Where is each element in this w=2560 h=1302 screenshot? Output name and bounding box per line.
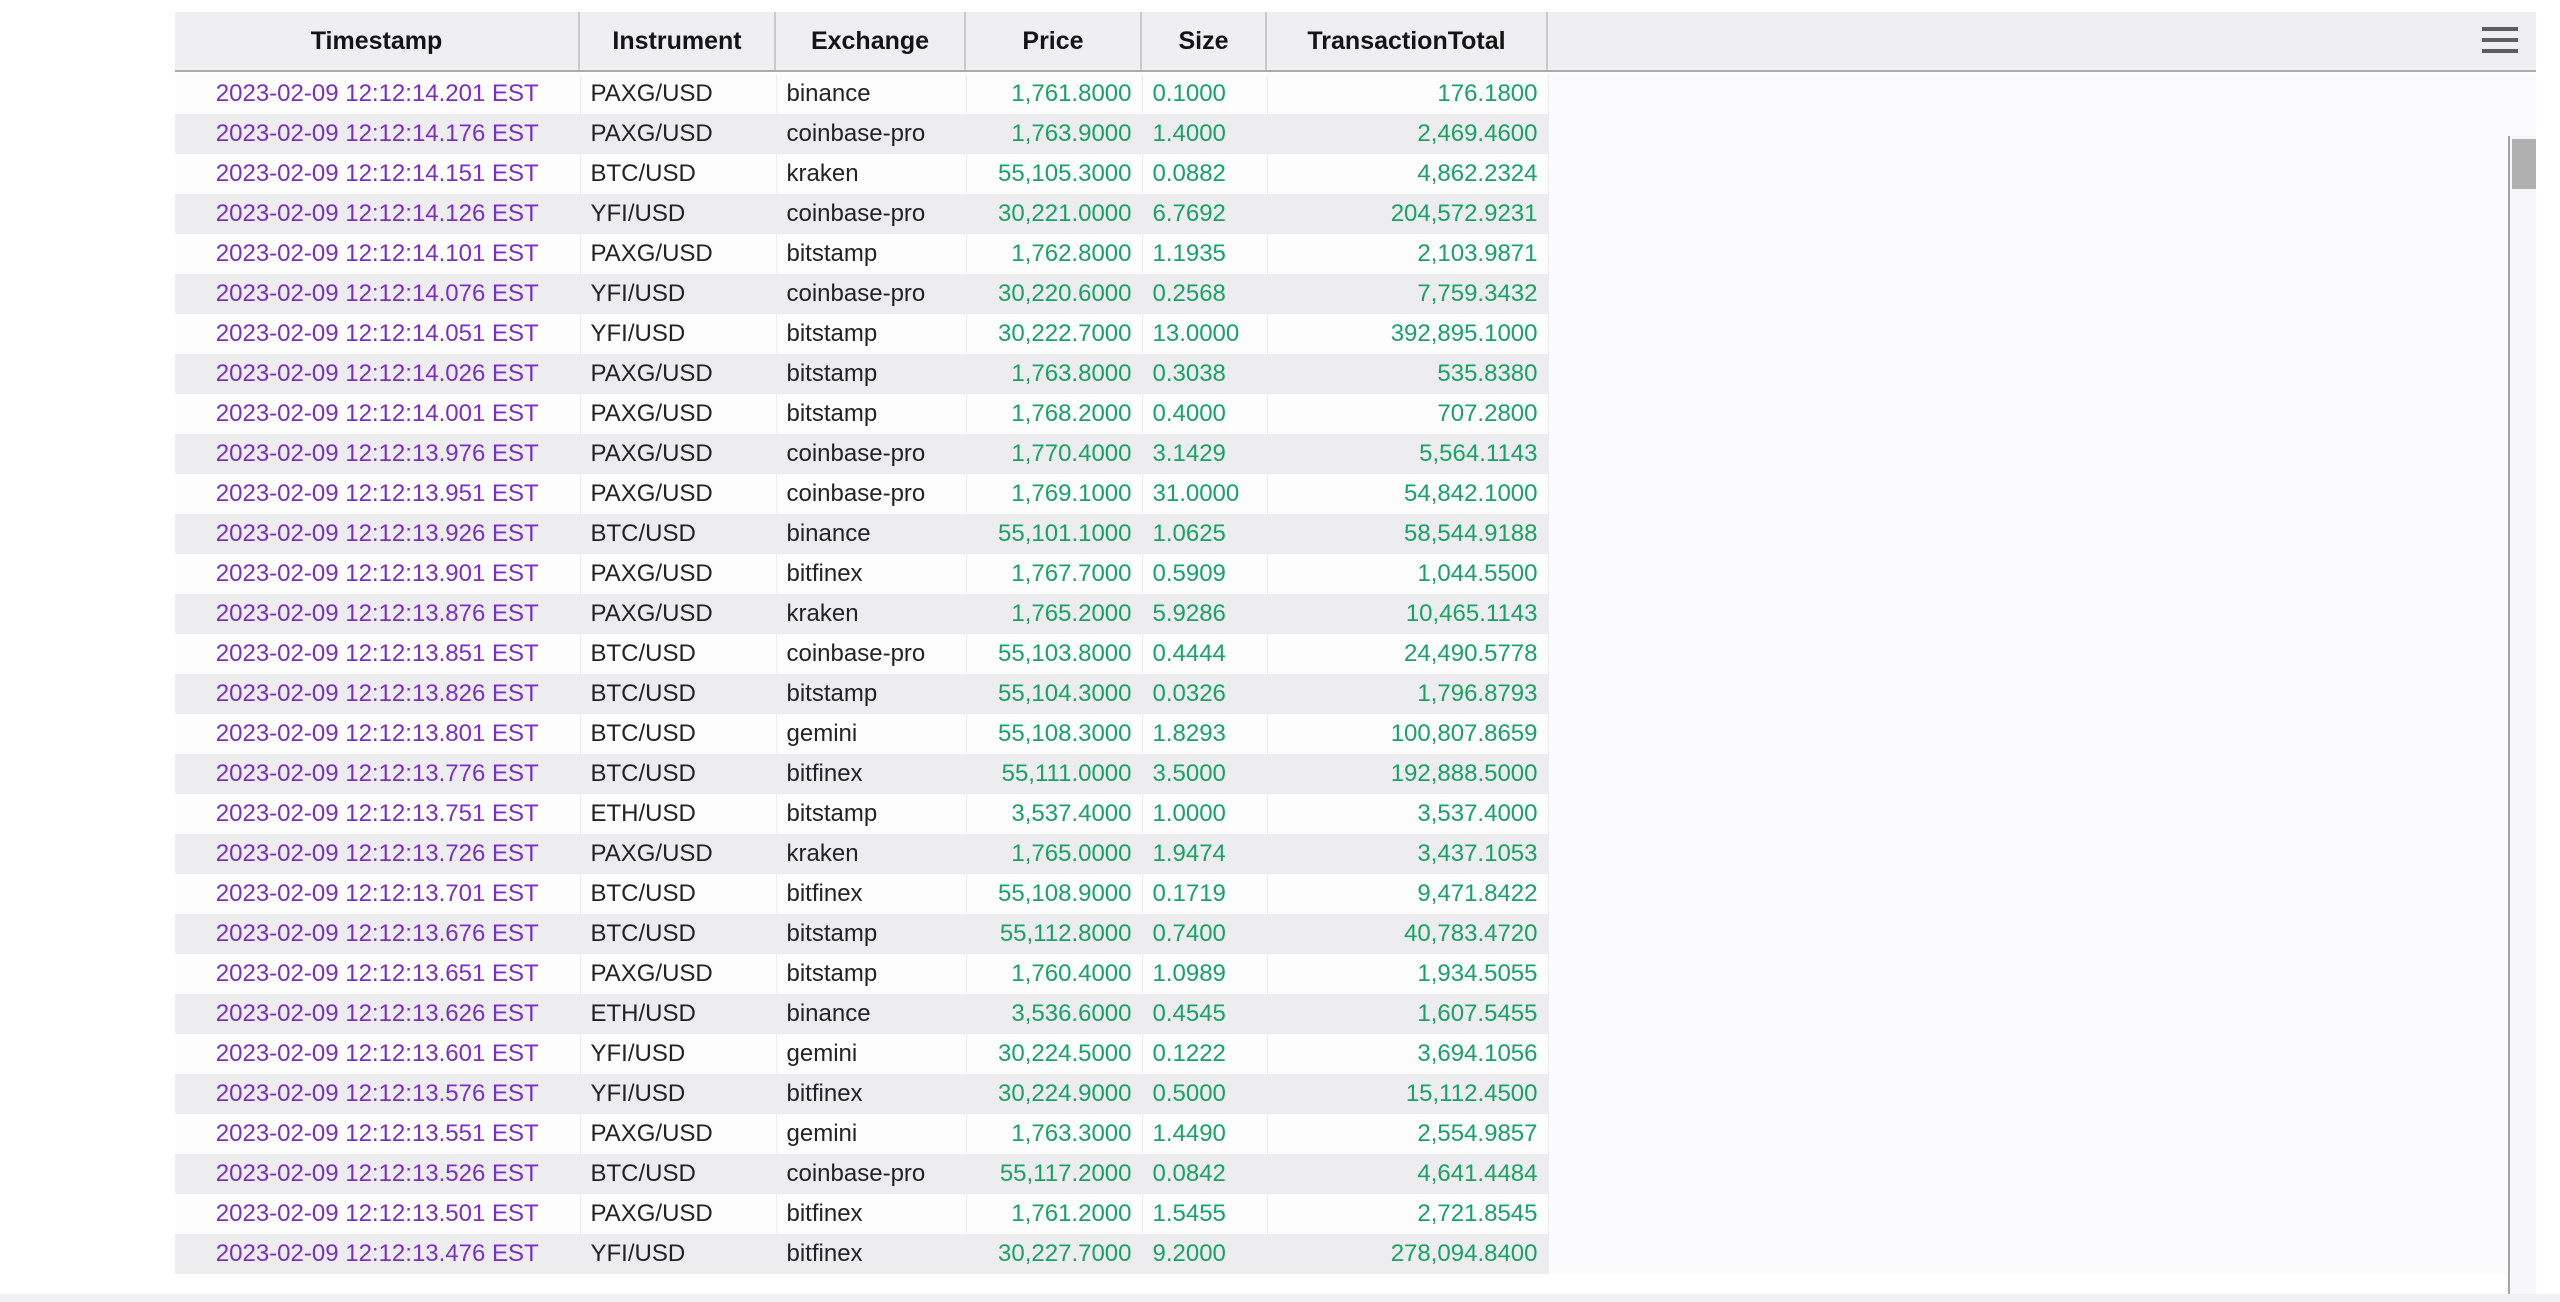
cell-size: 1.0989	[1142, 954, 1267, 994]
cell-size: 1.0000	[1142, 794, 1267, 834]
hamburger-menu-icon[interactable]	[2482, 27, 2520, 53]
cell-exchange: bitstamp	[776, 234, 966, 274]
cell-exchange: kraken	[776, 834, 966, 874]
cell-size: 6.7692	[1142, 194, 1267, 234]
cell-size: 1.0625	[1142, 514, 1267, 554]
cell-price: 1,767.7000	[966, 554, 1142, 594]
cell-exchange: bitfinex	[776, 874, 966, 914]
cell-size: 0.0842	[1142, 1154, 1267, 1194]
cell-price: 55,108.3000	[966, 714, 1142, 754]
cell-transaction-total: 392,895.1000	[1267, 314, 1548, 354]
cell-price: 3,537.4000	[966, 794, 1142, 834]
cell-transaction-total: 7,759.3432	[1267, 274, 1548, 314]
table-row[interactable]	[175, 354, 1548, 394]
cell-timestamp: 2023-02-09 12:12:13.651 EST	[175, 954, 580, 994]
cell-timestamp: 2023-02-09 12:12:14.201 EST	[175, 74, 580, 114]
cell-price: 1,763.3000	[966, 1114, 1142, 1154]
table-row[interactable]	[175, 1194, 1548, 1234]
cell-size: 0.4444	[1142, 634, 1267, 674]
cell-price: 1,761.8000	[966, 74, 1142, 114]
table-row[interactable]	[175, 754, 1548, 794]
cell-instrument: YFI/USD	[580, 314, 776, 354]
cell-instrument: BTC/USD	[580, 714, 776, 754]
cell-timestamp: 2023-02-09 12:12:14.176 EST	[175, 114, 580, 154]
cell-size: 1.1935	[1142, 234, 1267, 274]
cell-exchange: bitfinex	[776, 1234, 966, 1274]
cell-instrument: PAXG/USD	[580, 74, 776, 114]
cell-price: 55,101.1000	[966, 514, 1142, 554]
cell-price: 55,104.3000	[966, 674, 1142, 714]
cell-instrument: BTC/USD	[580, 1154, 776, 1194]
cell-timestamp: 2023-02-09 12:12:13.826 EST	[175, 674, 580, 714]
cell-exchange: bitstamp	[776, 794, 966, 834]
cell-size: 13.0000	[1142, 314, 1267, 354]
table-row[interactable]	[175, 1154, 1548, 1194]
cell-instrument: PAXG/USD	[580, 474, 776, 514]
cell-size: 0.1000	[1142, 74, 1267, 114]
cell-exchange: coinbase-pro	[776, 194, 966, 234]
cell-transaction-total: 176.1800	[1267, 74, 1548, 114]
cell-exchange: bitstamp	[776, 954, 966, 994]
cell-price: 55,103.8000	[966, 634, 1142, 674]
cell-timestamp: 2023-02-09 12:12:13.976 EST	[175, 434, 580, 474]
cell-price: 30,221.0000	[966, 194, 1142, 234]
cell-exchange: binance	[776, 994, 966, 1034]
column-header-size: Size	[1142, 12, 1267, 70]
cell-transaction-total: 58,544.9188	[1267, 514, 1548, 554]
cell-size: 0.5909	[1142, 554, 1267, 594]
cell-transaction-total: 2,469.4600	[1267, 114, 1548, 154]
cell-price: 30,224.5000	[966, 1034, 1142, 1074]
cell-instrument: YFI/USD	[580, 194, 776, 234]
cell-instrument: BTC/USD	[580, 634, 776, 674]
cell-exchange: bitstamp	[776, 674, 966, 714]
cell-price: 55,108.9000	[966, 874, 1142, 914]
cell-timestamp: 2023-02-09 12:12:14.001 EST	[175, 394, 580, 434]
table-row[interactable]	[175, 834, 1548, 874]
trades-table-app	[175, 12, 2536, 1274]
cell-exchange: coinbase-pro	[776, 274, 966, 314]
cell-size: 0.0882	[1142, 154, 1267, 194]
cell-size: 0.7400	[1142, 914, 1267, 954]
table-row[interactable]	[175, 154, 1548, 194]
table-row[interactable]	[175, 314, 1548, 354]
cell-timestamp: 2023-02-09 12:12:13.701 EST	[175, 874, 580, 914]
table-row[interactable]	[175, 74, 1548, 114]
table-header-row	[175, 12, 2536, 72]
cell-transaction-total: 1,044.5500	[1267, 554, 1548, 594]
cell-exchange: bitfinex	[776, 1074, 966, 1114]
table-row[interactable]	[175, 874, 1548, 914]
cell-size: 3.1429	[1142, 434, 1267, 474]
vertical-scrollbar-thumb[interactable]	[2512, 139, 2536, 189]
table-row[interactable]	[175, 554, 1548, 594]
table-row[interactable]	[175, 474, 1548, 514]
cell-size: 0.1719	[1142, 874, 1267, 914]
cell-size: 31.0000	[1142, 474, 1267, 514]
cell-timestamp: 2023-02-09 12:12:13.876 EST	[175, 594, 580, 634]
cell-transaction-total: 15,112.4500	[1267, 1074, 1548, 1114]
cell-price: 55,105.3000	[966, 154, 1142, 194]
cell-instrument: PAXG/USD	[580, 394, 776, 434]
table-row[interactable]	[175, 394, 1548, 434]
cell-transaction-total: 24,490.5778	[1267, 634, 1548, 674]
table-row[interactable]	[175, 1114, 1548, 1154]
column-header-instrument: Instrument	[580, 12, 776, 70]
cell-size: 0.4000	[1142, 394, 1267, 434]
cell-timestamp: 2023-02-09 12:12:13.901 EST	[175, 554, 580, 594]
table-body-area	[175, 74, 2536, 1274]
cell-price: 30,220.6000	[966, 274, 1142, 314]
cell-price: 1,760.4000	[966, 954, 1142, 994]
cell-transaction-total: 3,537.4000	[1267, 794, 1548, 834]
cell-timestamp: 2023-02-09 12:12:13.526 EST	[175, 1154, 580, 1194]
column-header-exchange: Exchange	[776, 12, 966, 70]
cell-timestamp: 2023-02-09 12:12:13.551 EST	[175, 1114, 580, 1154]
cell-timestamp: 2023-02-09 12:12:13.801 EST	[175, 714, 580, 754]
cell-size: 9.2000	[1142, 1234, 1267, 1274]
cell-price: 1,765.2000	[966, 594, 1142, 634]
cell-size: 1.4490	[1142, 1114, 1267, 1154]
column-header-price: Price	[966, 12, 1142, 70]
menu-bar	[2482, 49, 2518, 53]
cell-timestamp: 2023-02-09 12:12:13.476 EST	[175, 1234, 580, 1274]
cell-size: 0.3038	[1142, 354, 1267, 394]
cell-size: 0.2568	[1142, 274, 1267, 314]
cell-instrument: BTC/USD	[580, 874, 776, 914]
menu-bar	[2482, 27, 2518, 31]
cell-size: 0.0326	[1142, 674, 1267, 714]
cell-price: 55,117.2000	[966, 1154, 1142, 1194]
cell-exchange: kraken	[776, 154, 966, 194]
cell-instrument: YFI/USD	[580, 274, 776, 314]
cell-exchange: gemini	[776, 1114, 966, 1154]
cell-transaction-total: 2,721.8545	[1267, 1194, 1548, 1234]
cell-instrument: PAXG/USD	[580, 594, 776, 634]
cell-exchange: bitfinex	[776, 1194, 966, 1234]
cell-transaction-total: 192,888.5000	[1267, 754, 1548, 794]
column-header-transactiontotal: TransactionTotal	[1267, 12, 1548, 70]
cell-timestamp: 2023-02-09 12:12:13.926 EST	[175, 514, 580, 554]
cell-transaction-total: 10,465.1143	[1267, 594, 1548, 634]
cell-transaction-total: 5,564.1143	[1267, 434, 1548, 474]
cell-instrument: BTC/USD	[580, 514, 776, 554]
cell-size: 3.5000	[1142, 754, 1267, 794]
cell-instrument: PAXG/USD	[580, 1114, 776, 1154]
vertical-scrollbar-track[interactable]	[2508, 136, 2536, 1302]
cell-price: 1,763.8000	[966, 354, 1142, 394]
cell-exchange: bitfinex	[776, 754, 966, 794]
trades-table	[175, 74, 1549, 1274]
cell-exchange: kraken	[776, 594, 966, 634]
table-row[interactable]	[175, 914, 1548, 954]
table-row[interactable]	[175, 714, 1548, 754]
page-bottom-strip	[0, 1294, 2560, 1302]
table-row[interactable]	[175, 794, 1548, 834]
table-row[interactable]	[175, 274, 1548, 314]
table-row[interactable]	[175, 954, 1548, 994]
cell-timestamp: 2023-02-09 12:12:14.126 EST	[175, 194, 580, 234]
cell-instrument: PAXG/USD	[580, 1194, 776, 1234]
cell-transaction-total: 1,607.5455	[1267, 994, 1548, 1034]
cell-exchange: coinbase-pro	[776, 634, 966, 674]
table-row[interactable]	[175, 594, 1548, 634]
cell-price: 1,761.2000	[966, 1194, 1142, 1234]
cell-exchange: coinbase-pro	[776, 114, 966, 154]
cell-price: 1,769.1000	[966, 474, 1142, 514]
cell-size: 5.9286	[1142, 594, 1267, 634]
cell-size: 0.5000	[1142, 1074, 1267, 1114]
cell-instrument: PAXG/USD	[580, 434, 776, 474]
cell-timestamp: 2023-02-09 12:12:13.951 EST	[175, 474, 580, 514]
cell-instrument: PAXG/USD	[580, 954, 776, 994]
cell-price: 3,536.6000	[966, 994, 1142, 1034]
cell-timestamp: 2023-02-09 12:12:13.751 EST	[175, 794, 580, 834]
cell-exchange: bitstamp	[776, 394, 966, 434]
cell-instrument: YFI/USD	[580, 1234, 776, 1274]
cell-instrument: ETH/USD	[580, 794, 776, 834]
table-row[interactable]	[175, 514, 1548, 554]
cell-instrument: PAXG/USD	[580, 114, 776, 154]
cell-price: 1,770.4000	[966, 434, 1142, 474]
cell-timestamp: 2023-02-09 12:12:13.501 EST	[175, 1194, 580, 1234]
cell-instrument: BTC/USD	[580, 674, 776, 714]
cell-price: 1,765.0000	[966, 834, 1142, 874]
cell-exchange: coinbase-pro	[776, 434, 966, 474]
table-row[interactable]	[175, 434, 1548, 474]
cell-timestamp: 2023-02-09 12:12:14.051 EST	[175, 314, 580, 354]
cell-timestamp: 2023-02-09 12:12:14.101 EST	[175, 234, 580, 274]
cell-transaction-total: 40,783.4720	[1267, 914, 1548, 954]
cell-price: 1,768.2000	[966, 394, 1142, 434]
cell-instrument: ETH/USD	[580, 994, 776, 1034]
cell-price: 30,227.7000	[966, 1234, 1142, 1274]
cell-instrument: YFI/USD	[580, 1034, 776, 1074]
cell-exchange: coinbase-pro	[776, 474, 966, 514]
cell-transaction-total: 1,796.8793	[1267, 674, 1548, 714]
table-row[interactable]	[175, 1034, 1548, 1074]
cell-timestamp: 2023-02-09 12:12:13.851 EST	[175, 634, 580, 674]
cell-exchange: bitfinex	[776, 554, 966, 594]
table-row[interactable]	[175, 994, 1548, 1034]
cell-transaction-total: 535.8380	[1267, 354, 1548, 394]
cell-transaction-total: 1,934.5055	[1267, 954, 1548, 994]
cell-exchange: bitstamp	[776, 314, 966, 354]
cell-timestamp: 2023-02-09 12:12:13.776 EST	[175, 754, 580, 794]
cell-timestamp: 2023-02-09 12:12:14.076 EST	[175, 274, 580, 314]
cell-timestamp: 2023-02-09 12:12:14.026 EST	[175, 354, 580, 394]
cell-exchange: gemini	[776, 714, 966, 754]
cell-transaction-total: 278,094.8400	[1267, 1234, 1548, 1274]
cell-instrument: PAXG/USD	[580, 554, 776, 594]
cell-size: 1.9474	[1142, 834, 1267, 874]
cell-exchange: binance	[776, 514, 966, 554]
table-row[interactable]	[175, 634, 1548, 674]
cell-instrument: YFI/USD	[580, 1074, 776, 1114]
cell-transaction-total: 3,437.1053	[1267, 834, 1548, 874]
cell-price: 55,112.8000	[966, 914, 1142, 954]
cell-price: 30,224.9000	[966, 1074, 1142, 1114]
cell-size: 1.5455	[1142, 1194, 1267, 1234]
table-column-headers	[175, 12, 1548, 70]
table-row[interactable]	[175, 674, 1548, 714]
cell-timestamp: 2023-02-09 12:12:13.576 EST	[175, 1074, 580, 1114]
cell-instrument: PAXG/USD	[580, 234, 776, 274]
column-header-timestamp: Timestamp	[175, 12, 580, 70]
cell-transaction-total: 204,572.9231	[1267, 194, 1548, 234]
cell-instrument: BTC/USD	[580, 154, 776, 194]
cell-timestamp: 2023-02-09 12:12:13.601 EST	[175, 1034, 580, 1074]
cell-price: 1,763.9000	[966, 114, 1142, 154]
table-row[interactable]	[175, 1074, 1548, 1114]
cell-transaction-total: 707.2800	[1267, 394, 1548, 434]
table-row[interactable]	[175, 234, 1548, 274]
cell-transaction-total: 2,103.9871	[1267, 234, 1548, 274]
cell-timestamp: 2023-02-09 12:12:14.151 EST	[175, 154, 580, 194]
cell-transaction-total: 4,862.2324	[1267, 154, 1548, 194]
cell-timestamp: 2023-02-09 12:12:13.726 EST	[175, 834, 580, 874]
cell-transaction-total: 100,807.8659	[1267, 714, 1548, 754]
cell-size: 1.4000	[1142, 114, 1267, 154]
cell-timestamp: 2023-02-09 12:12:13.626 EST	[175, 994, 580, 1034]
menu-bar	[2482, 38, 2518, 42]
cell-transaction-total: 4,641.4484	[1267, 1154, 1548, 1194]
cell-instrument: BTC/USD	[580, 914, 776, 954]
cell-exchange: binance	[776, 74, 966, 114]
table-row[interactable]	[175, 114, 1548, 154]
cell-transaction-total: 54,842.1000	[1267, 474, 1548, 514]
cell-instrument: PAXG/USD	[580, 834, 776, 874]
table-row[interactable]	[175, 1234, 1548, 1274]
cell-size: 0.1222	[1142, 1034, 1267, 1074]
cell-exchange: coinbase-pro	[776, 1154, 966, 1194]
cell-exchange: bitstamp	[776, 354, 966, 394]
cell-instrument: BTC/USD	[580, 754, 776, 794]
cell-timestamp: 2023-02-09 12:12:13.676 EST	[175, 914, 580, 954]
cell-transaction-total: 2,554.9857	[1267, 1114, 1548, 1154]
cell-transaction-total: 9,471.8422	[1267, 874, 1548, 914]
cell-price: 1,762.8000	[966, 234, 1142, 274]
cell-size: 1.8293	[1142, 714, 1267, 754]
table-row[interactable]	[175, 194, 1548, 234]
cell-price: 30,222.7000	[966, 314, 1142, 354]
cell-price: 55,111.0000	[966, 754, 1142, 794]
cell-instrument: PAXG/USD	[580, 354, 776, 394]
cell-exchange: bitstamp	[776, 914, 966, 954]
cell-size: 0.4545	[1142, 994, 1267, 1034]
cell-transaction-total: 3,694.1056	[1267, 1034, 1548, 1074]
cell-exchange: gemini	[776, 1034, 966, 1074]
